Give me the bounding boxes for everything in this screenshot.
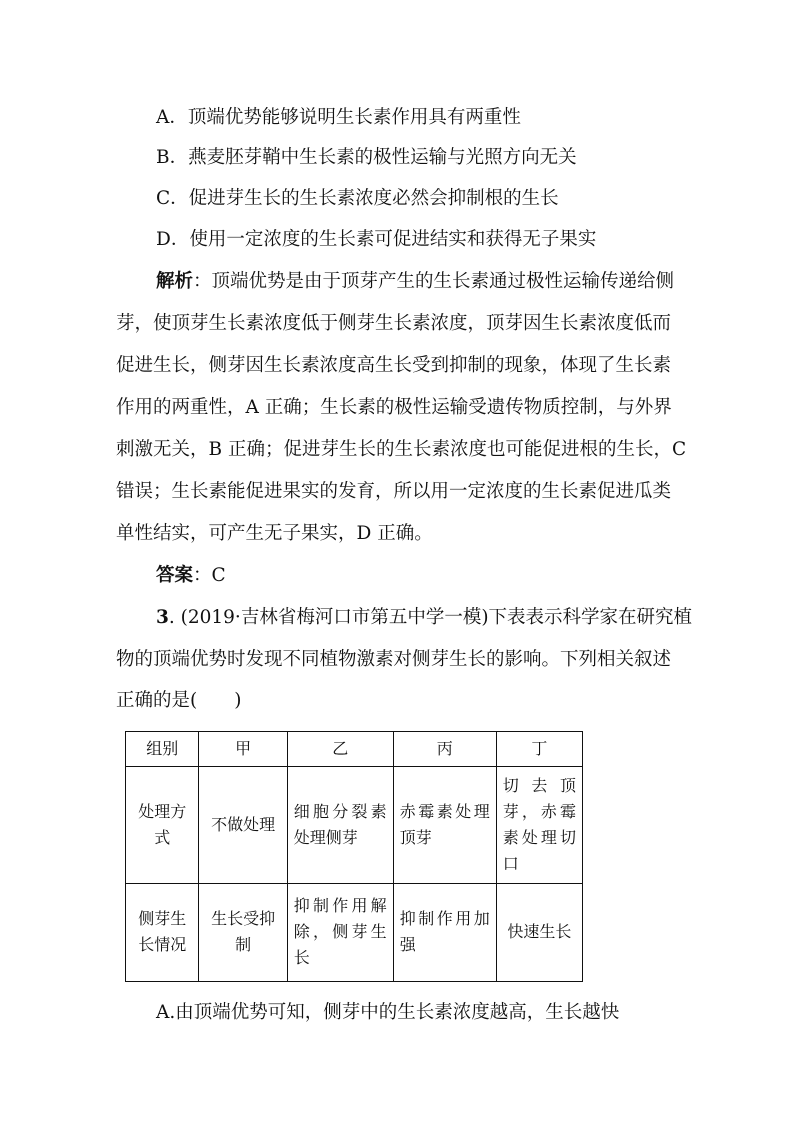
table-cell: 侧芽生长情况 (126, 883, 199, 981)
table-row (126, 883, 583, 981)
table-cell: 生长受抑制 (199, 883, 287, 981)
question-3-line-1: 3. (2019·吉林省梅河口市第五中学一模)下表表示科学家在研究植 (156, 607, 693, 628)
table-cell: 不做处理 (199, 767, 287, 883)
question-number: 3 (156, 607, 169, 628)
table-cell: 处理方式 (126, 767, 199, 883)
table-cell: 切去顶芽，赤霉素处理切口 (496, 767, 582, 883)
table-cell: 抑制作用加强 (393, 883, 496, 981)
table-cell: 乙 (287, 732, 393, 767)
table-cell: 丁 (496, 732, 582, 767)
table-cell: 赤霉素处理顶芽 (393, 767, 496, 883)
table-cell: 抑制作用解除，侧芽生长 (287, 883, 393, 981)
table-cell: 甲 (199, 732, 287, 767)
table-row (126, 767, 583, 883)
option-d-prev: D．使用一定浓度的生长素可促进结实和获得无子果实 (156, 229, 597, 250)
analysis-line-6: 错误；生长素能促进果实的发育，所以用一定浓度的生长素促进瓜类 (116, 481, 672, 502)
analysis-line-3: 促进生长，侧芽因生长素浓度高生长受到抑制的现象，体现了生长素 (116, 355, 672, 376)
table-cell: 细胞分裂素处理侧芽 (287, 767, 393, 883)
option-b-prev: B．燕麦胚芽鞘中生长素的极性运输与光照方向无关 (156, 147, 577, 168)
option-a-prev: A．顶端优势能够说明生长素作用具有两重性 (156, 107, 521, 128)
table-header-row (126, 732, 583, 767)
answer-line: 答案：C (156, 565, 226, 586)
analysis-label: 解析 (156, 271, 194, 292)
table-cell: 快速生长 (496, 883, 582, 981)
question-3-line-3: 正确的是( ) (116, 690, 242, 711)
analysis-line-1: 解析：顶端优势是由于顶芽产生的生长素通过极性运输传递给侧 (156, 271, 675, 292)
analysis-line-2: 芽，使顶芽生长素浓度低于侧芽生长素浓度，顶芽因生长素浓度低而 (116, 313, 672, 334)
analysis-line-4: 作用的两重性，A 正确；生长素的极性运输受遗传物质控制，与外界 (116, 397, 672, 418)
hormone-table (125, 731, 583, 982)
question-3-line-2: 物的顶端优势时发现不同植物激素对侧芽生长的影响。下列相关叙述 (116, 649, 672, 670)
option-c-prev: C．促进芽生长的生长素浓度必然会抑制根的生长 (156, 188, 559, 209)
analysis-line-7: 单性结实，可产生无子果实，D 正确。 (116, 523, 433, 544)
question-3-option-a: A.由顶端优势可知，侧芽中的生长素浓度越高，生长越快 (156, 1002, 620, 1023)
answer-label: 答案 (156, 565, 194, 586)
analysis-line-5: 刺激无关，B 正确；促进芽生长的生长素浓度也可能促进根的生长，C (116, 439, 687, 460)
table-cell: 组别 (126, 732, 199, 767)
table-cell: 丙 (393, 732, 496, 767)
